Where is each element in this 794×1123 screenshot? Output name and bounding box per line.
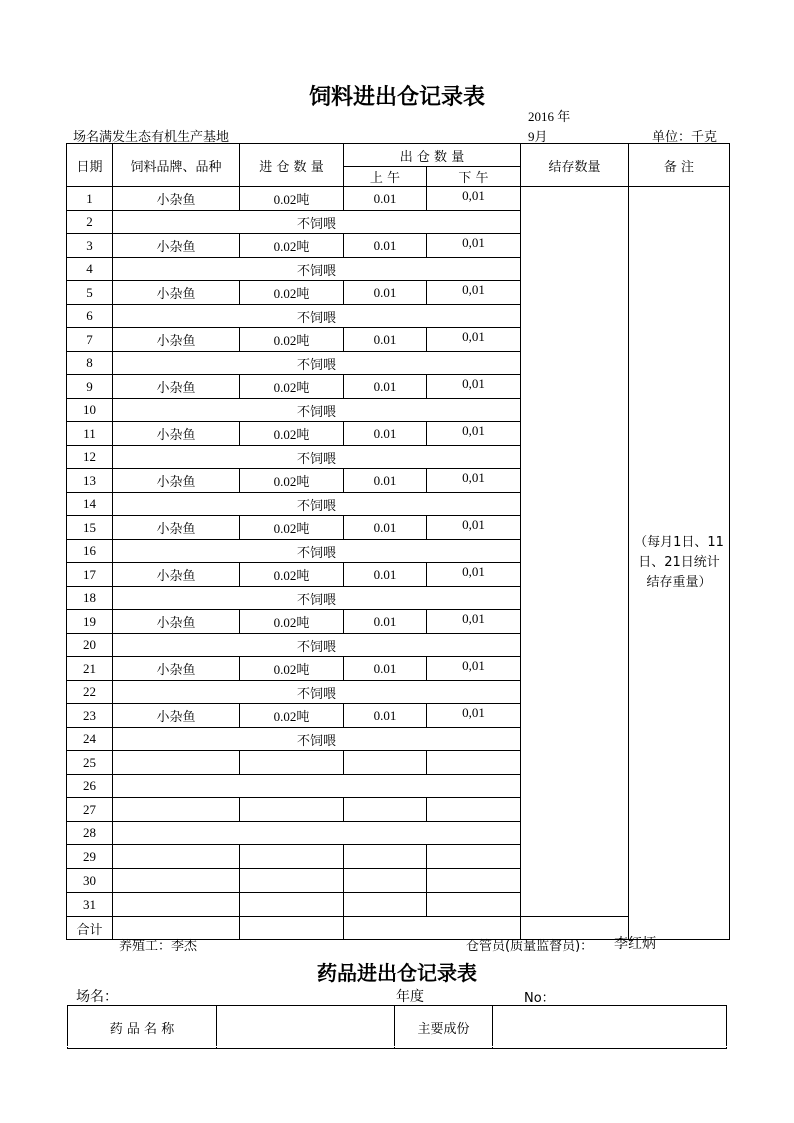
day-cell: 4	[67, 258, 113, 281]
in-qty-cell: 0.02吨	[240, 328, 344, 352]
header-out-am: 上 午	[344, 167, 427, 187]
brand-cell: 小杂鱼	[113, 422, 240, 446]
day-cell: 15	[67, 516, 113, 540]
in-qty-cell: 0.02吨	[240, 563, 344, 587]
out-am-cell: 0.01	[344, 187, 427, 211]
keeper-name: 李红炳	[614, 936, 656, 952]
total-label-cell: 合计	[67, 917, 113, 940]
no-feed-cell: 不饲喂	[113, 540, 521, 563]
day-cell: 25	[67, 751, 113, 775]
day-cell: 31	[67, 893, 113, 917]
farm-name-label: 场名满发生态有机生产基地	[73, 130, 230, 145]
in-qty-cell: 0.02吨	[240, 234, 344, 258]
out-pm-cell: 0,01	[427, 516, 521, 540]
remark-cell: （每月1日、11日、21日统计结存重量）	[629, 187, 730, 940]
day-cell: 12	[67, 446, 113, 469]
day-cell: 24	[67, 728, 113, 751]
medicine-record-table	[67, 1005, 727, 1049]
out-pm-cell	[427, 893, 521, 917]
out-am-cell: 0.01	[344, 610, 427, 634]
medicine-ingredient-header: 主要成份	[395, 1006, 493, 1049]
out-am-cell	[344, 751, 427, 775]
out-am-cell: 0.01	[344, 704, 427, 728]
no-feed-cell	[113, 822, 521, 845]
in-qty-cell: 0.02吨	[240, 469, 344, 493]
total-in-cell	[240, 917, 344, 940]
in-qty-cell: 0.02吨	[240, 281, 344, 305]
out-pm-cell: 0,01	[427, 422, 521, 446]
in-qty-cell	[240, 751, 344, 775]
brand-cell	[113, 869, 240, 893]
out-am-cell	[344, 798, 427, 822]
out-pm-cell: 0,01	[427, 281, 521, 305]
header-out-qty: 出 仓 数 量	[344, 144, 521, 167]
out-pm-cell: 0,01	[427, 704, 521, 728]
in-qty-cell: 0.02吨	[240, 516, 344, 540]
out-pm-cell: 0,01	[427, 469, 521, 493]
brand-cell: 小杂鱼	[113, 469, 240, 493]
day-cell: 18	[67, 587, 113, 610]
day-cell: 7	[67, 328, 113, 352]
day-cell: 5	[67, 281, 113, 305]
medicine-no-label: No：	[524, 991, 555, 1006]
out-pm-cell: 0,01	[427, 187, 521, 211]
header-out-pm: 下 午	[427, 167, 521, 187]
in-qty-cell	[240, 869, 344, 893]
in-qty-cell: 0.02吨	[240, 187, 344, 211]
day-cell: 30	[67, 869, 113, 893]
month-label: 9月	[528, 129, 548, 144]
day-cell: 10	[67, 399, 113, 422]
day-cell: 3	[67, 234, 113, 258]
out-pm-cell: 0,01	[427, 610, 521, 634]
out-am-cell: 0.01	[344, 469, 427, 493]
day-cell: 19	[67, 610, 113, 634]
no-feed-cell: 不饲喂	[113, 493, 521, 516]
no-feed-cell	[113, 775, 521, 798]
out-am-cell: 0.01	[344, 422, 427, 446]
out-am-cell: 0.01	[344, 657, 427, 681]
brand-cell	[113, 893, 240, 917]
out-am-cell: 0.01	[344, 516, 427, 540]
no-feed-cell: 不饲喂	[113, 305, 521, 328]
day-cell: 1	[67, 187, 113, 211]
in-qty-cell: 0.02吨	[240, 657, 344, 681]
no-feed-cell: 不饲喂	[113, 352, 521, 375]
no-feed-cell: 不饲喂	[113, 634, 521, 657]
day-cell: 14	[67, 493, 113, 516]
no-feed-cell: 不饲喂	[113, 681, 521, 704]
day-cell: 29	[67, 845, 113, 869]
no-feed-cell: 不饲喂	[113, 258, 521, 281]
out-am-cell	[344, 845, 427, 869]
no-feed-cell: 不饲喂	[113, 399, 521, 422]
brand-cell: 小杂鱼	[113, 234, 240, 258]
header-date: 日期	[67, 144, 113, 187]
table-row	[67, 187, 730, 211]
out-am-cell: 0.01	[344, 563, 427, 587]
day-cell: 6	[67, 305, 113, 328]
header-brand: 饲料品牌、品种	[113, 144, 240, 187]
no-feed-cell: 不饲喂	[113, 446, 521, 469]
day-cell: 26	[67, 775, 113, 798]
medicine-record-title: 药品进出仓记录表	[317, 961, 477, 985]
feed-record-table	[66, 143, 730, 940]
year-label: 2016 年	[528, 109, 571, 124]
out-pm-cell: 0,01	[427, 375, 521, 399]
day-cell: 13	[67, 469, 113, 493]
header-remark: 备 注	[629, 144, 730, 187]
no-feed-cell: 不饲喂	[113, 211, 521, 234]
brand-cell: 小杂鱼	[113, 516, 240, 540]
day-cell: 11	[67, 422, 113, 446]
in-qty-cell: 0.02吨	[240, 610, 344, 634]
stock-cell	[521, 187, 629, 917]
medicine-name-cell	[217, 1006, 395, 1049]
brand-cell: 小杂鱼	[113, 704, 240, 728]
brand-cell: 小杂鱼	[113, 187, 240, 211]
out-pm-cell: 0,01	[427, 328, 521, 352]
unit-label: 单位：千克	[652, 130, 718, 145]
day-cell: 27	[67, 798, 113, 822]
day-cell: 9	[67, 375, 113, 399]
breeder-label: 养殖工：李杰	[119, 939, 198, 954]
no-feed-cell: 不饲喂	[113, 587, 521, 610]
brand-cell: 小杂鱼	[113, 328, 240, 352]
day-cell: 17	[67, 563, 113, 587]
medicine-name-header: 药 品 名 称	[68, 1006, 217, 1049]
brand-cell: 小杂鱼	[113, 375, 240, 399]
out-am-cell	[344, 869, 427, 893]
feed-record-title: 饲料进出仓记录表	[308, 85, 485, 110]
brand-cell: 小杂鱼	[113, 281, 240, 305]
out-pm-cell	[427, 751, 521, 775]
brand-cell: 小杂鱼	[113, 610, 240, 634]
keeper-label: 仓管员(质量监督员)：	[466, 939, 594, 954]
out-pm-cell	[427, 798, 521, 822]
out-pm-cell: 0,01	[427, 657, 521, 681]
no-feed-cell: 不饲喂	[113, 728, 521, 751]
brand-cell: 小杂鱼	[113, 657, 240, 681]
out-pm-cell	[427, 869, 521, 893]
day-cell: 20	[67, 634, 113, 657]
medicine-ingredient-cell	[493, 1006, 727, 1049]
out-pm-cell: 0,01	[427, 234, 521, 258]
out-am-cell: 0.01	[344, 328, 427, 352]
day-cell: 22	[67, 681, 113, 704]
in-qty-cell: 0.02吨	[240, 704, 344, 728]
header-in-qty: 进 仓 数 量	[240, 144, 344, 187]
header-stock: 结存数量	[521, 144, 629, 187]
day-cell: 16	[67, 540, 113, 563]
day-cell: 21	[67, 657, 113, 681]
out-pm-cell: 0,01	[427, 563, 521, 587]
medicine-year-label: 年度	[396, 989, 424, 1005]
in-qty-cell	[240, 845, 344, 869]
brand-cell	[113, 845, 240, 869]
out-am-cell: 0.01	[344, 281, 427, 305]
in-qty-cell: 0.02吨	[240, 375, 344, 399]
in-qty-cell: 0.02吨	[240, 422, 344, 446]
day-cell: 23	[67, 704, 113, 728]
medicine-farm-label: 场名：	[76, 989, 118, 1005]
page-cut	[67, 1046, 727, 1047]
brand-cell	[113, 751, 240, 775]
out-am-cell: 0.01	[344, 375, 427, 399]
brand-cell: 小杂鱼	[113, 563, 240, 587]
in-qty-cell	[240, 893, 344, 917]
out-am-cell	[344, 893, 427, 917]
day-cell: 8	[67, 352, 113, 375]
day-cell: 28	[67, 822, 113, 845]
in-qty-cell	[240, 798, 344, 822]
day-cell: 2	[67, 211, 113, 234]
brand-cell	[113, 798, 240, 822]
out-am-cell: 0.01	[344, 234, 427, 258]
out-pm-cell	[427, 845, 521, 869]
